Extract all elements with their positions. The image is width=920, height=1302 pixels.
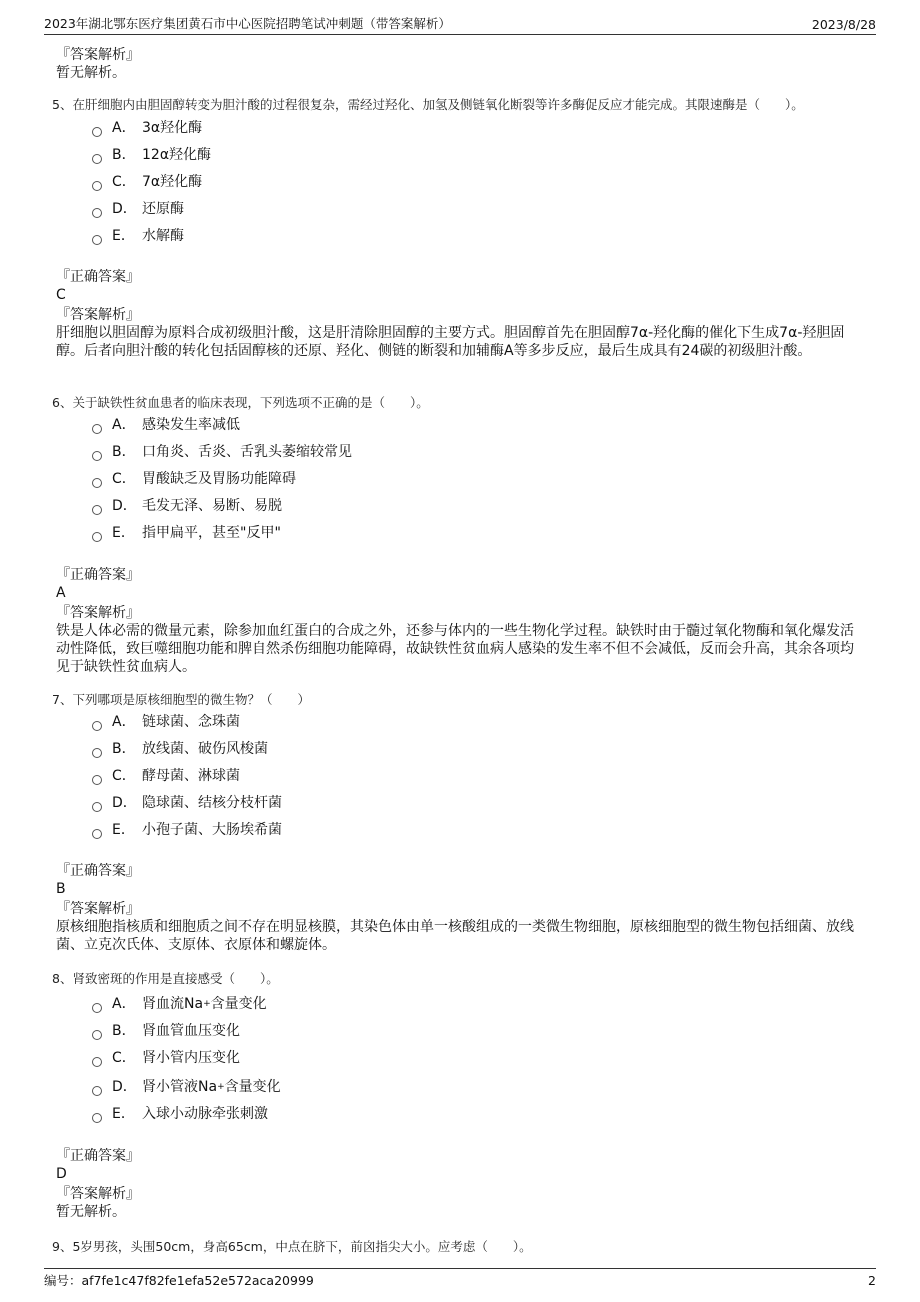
radio-icon[interactable] (92, 1086, 102, 1096)
q7-answer: B (56, 881, 66, 897)
question-6-text: 6、关于缺铁性贫血患者的临床表现，下列选项不正确的是（ ）。 (52, 395, 429, 410)
header-date: 2023/8/28 (811, 17, 876, 32)
q6-answer: A (56, 585, 66, 601)
radio-icon[interactable] (92, 748, 102, 758)
radio-icon[interactable] (92, 802, 102, 812)
q6-option-d[interactable]: D． 毛发无泽、易断、易脱 (92, 497, 282, 515)
q8-answer: D (56, 1166, 67, 1182)
radio-icon[interactable] (92, 505, 102, 515)
radio-icon[interactable] (92, 775, 102, 785)
radio-icon[interactable] (92, 1003, 102, 1013)
radio-icon[interactable] (92, 1113, 102, 1123)
q6-option-b[interactable]: B． 口角炎、舌炎、舌乳头萎缩较常见 (92, 443, 352, 461)
q6-option-a[interactable]: A． 感染发生率减低 (92, 416, 240, 434)
radio-icon[interactable] (92, 1057, 102, 1067)
analysis-label: 『答案解析』 (56, 605, 140, 621)
q5-option-d[interactable]: D． 还原酶 (92, 200, 184, 218)
q5-answer: C (56, 287, 66, 303)
q5-option-c[interactable]: C． 7α羟化酶 (92, 173, 202, 191)
analysis-label: 『答案解析』 (56, 1186, 140, 1202)
q7-option-d[interactable]: D． 隐球菌、结核分枝杆菌 (92, 794, 282, 812)
header-title: 2023年湖北鄂东医疗集团黄石市中心医院招聘笔试冲刺题（带答案解析） (44, 16, 451, 31)
radio-icon[interactable] (92, 478, 102, 488)
page-number: 2 (868, 1272, 876, 1288)
q7-option-b[interactable]: B． 放线菌、破伤风梭菌 (92, 740, 268, 758)
q8-analysis: 暂无解析。 (56, 1204, 126, 1220)
q8-option-d[interactable]: D． 肾小管液Na + 含量变化 (92, 1078, 281, 1096)
radio-icon[interactable] (92, 208, 102, 218)
analysis-label: 『答案解析』 (56, 47, 140, 63)
analysis-label: 『答案解析』 (56, 307, 140, 323)
q8-option-c[interactable]: C． 肾小管内压变化 (92, 1049, 240, 1067)
radio-icon[interactable] (92, 829, 102, 839)
q7-option-e[interactable]: E． 小孢子菌、大肠埃希菌 (92, 821, 282, 839)
radio-icon[interactable] (92, 181, 102, 191)
analysis-label: 『答案解析』 (56, 901, 140, 917)
q7-analysis: 原核细胞指核质和细胞质之间不存在明显核膜，其染色体由单一核酸组成的一类微生物细胞，原核细胞型的微生物包括细菌、放线菌、立克次氏体、支原体、衣原体和螺旋体。 (56, 919, 854, 953)
q7-option-a[interactable]: A． 链球菌、念珠菌 (92, 713, 240, 731)
radio-icon[interactable] (92, 532, 102, 542)
q6-option-c[interactable]: C． 胃酸缺乏及胃肠功能障碍 (92, 470, 296, 488)
radio-icon[interactable] (92, 154, 102, 164)
document-code: 编号：af7fe1c47f82fe1efa52e572aca20999 (44, 1273, 314, 1288)
q6-analysis: 铁是人体必需的微量元素，除参加血红蛋白的合成之外，还参与体内的一些生物化学过程。缺铁时由于髓过氧化物酶和氧化爆发活动性降低，致巨噬细胞功能和脾自然杀伤细胞功能障碍，故缺铁性贫血病人感染的发生率不但不会减低，反而会升高，其余各项均见于缺铁性贫血病人。 (56, 623, 854, 675)
q6-option-e[interactable]: E． 指甲扁平，甚至"反甲" (92, 524, 281, 542)
q8-option-b[interactable]: B． 肾血管血压变化 (92, 1022, 240, 1040)
q5-option-e[interactable]: E． 水解酶 (92, 227, 184, 245)
q8-option-e[interactable]: E． 入球小动脉牵张刺激 (92, 1105, 268, 1123)
correct-answer-label: 『正确答案』 (56, 269, 140, 285)
question-8-text: 8、肾致密斑的作用是直接感受（ ）。 (52, 971, 279, 986)
q7-option-c[interactable]: C． 酵母菌、淋球菌 (92, 767, 240, 785)
correct-answer-label: 『正确答案』 (56, 1148, 140, 1164)
page-footer (44, 1268, 876, 1291)
question-7-text: 7、下列哪项是原核细胞型的微生物？（ ） (52, 692, 310, 707)
correct-answer-label: 『正确答案』 (56, 863, 140, 879)
q8-option-a[interactable]: A． 肾血流Na + 含量变化 (92, 995, 267, 1013)
question-9-text: 9、5岁男孩，头围50cm，身高65cm，中点在脐下，前囟指尖大小。应考虑（ ）。 (52, 1239, 532, 1254)
radio-icon[interactable] (92, 424, 102, 434)
radio-icon[interactable] (92, 1030, 102, 1040)
analysis-text: 暂无解析。 (56, 65, 126, 81)
question-5-text: 5、在肝细胞内由胆固醇转变为胆汁酸的过程很复杂，需经过羟化、加氢及侧链氧化断裂等许多酶促反应才能完成。其限速酶是（ ）。 (52, 97, 804, 112)
radio-icon[interactable] (92, 235, 102, 245)
radio-icon[interactable] (92, 451, 102, 461)
radio-icon[interactable] (92, 721, 102, 731)
radio-icon[interactable] (92, 127, 102, 137)
q5-option-a[interactable]: A． 3α羟化酶 (92, 119, 202, 137)
q5-option-b[interactable]: B． 12α羟化酶 (92, 146, 211, 164)
correct-answer-label: 『正确答案』 (56, 567, 140, 583)
q5-analysis: 肝细胞以胆固醇为原料合成初级胆汁酸，这是肝清除胆固醇的主要方式。胆固醇首先在胆固醇7α-羟化酶的催化下生成7α-羟胆固醇。后者向胆汁酸的转化包括固醇核的还原、羟化、侧链的断裂和加辅酶A等多步反应，最后生成具有24碳的初级胆汁酸。 (56, 325, 845, 359)
page-header (44, 12, 876, 35)
